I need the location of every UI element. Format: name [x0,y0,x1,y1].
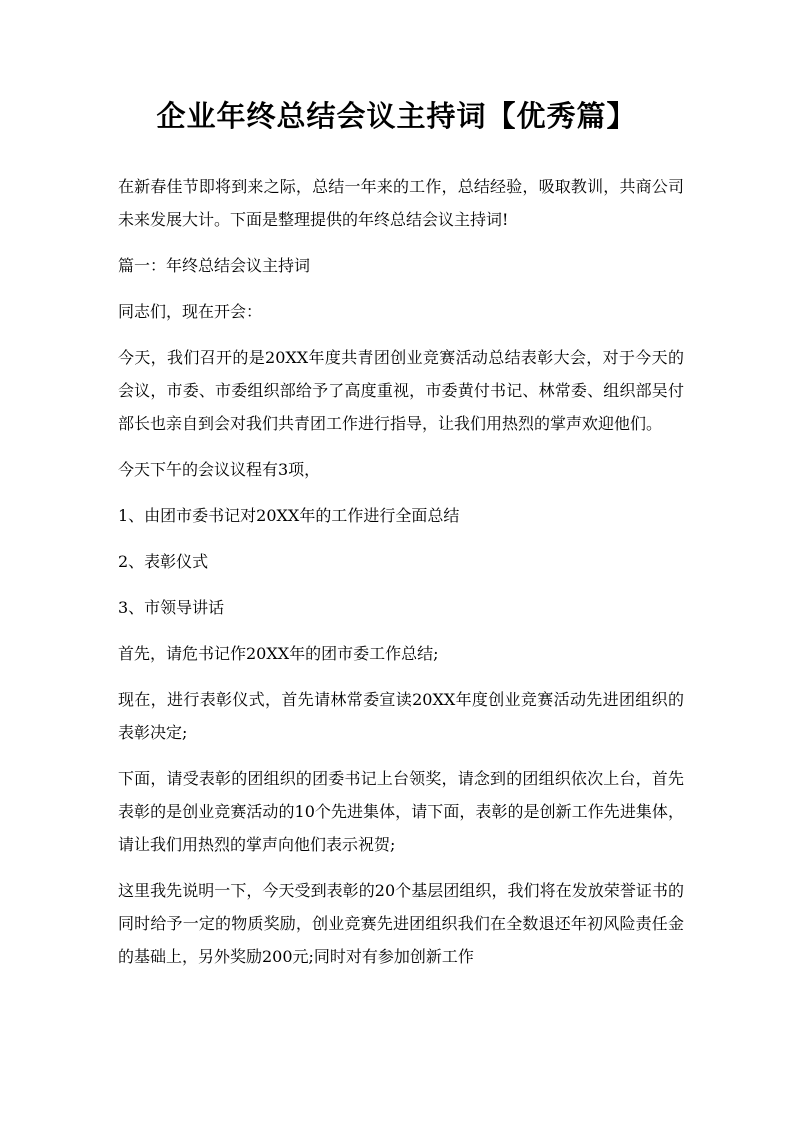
paragraph-intro: 在新春佳节即将到来之际，总结一年来的工作，总结经验，吸取教训，共商公司未来发展大计。下面是整理提供的年终总结会议主持词! [118,177,684,229]
agenda-item-3: 3、市领导讲话 [118,598,225,617]
paragraph-greeting: 同志们，现在开会： [118,302,263,321]
paragraph-awards: 下面，请受表彰的团组织的团委书记上台领奖，请念到的团组织依次上台，首先表彰的是创业竞赛活动的10个先进集体，请下面，表彰的是创新工作先进集体，请让我们用热烈的掌声向他们表示祝贺; [118,769,684,854]
agenda-item-1: 1、由团市委书记对20XX年的工作进行全面总结 [118,506,460,525]
paragraph-agenda-intro: 今天下午的会议议程有3项， [118,460,321,479]
document-body [118,170,684,986]
paragraph-first-report: 首先，请危书记作20XX年的团市委工作总结; [118,644,439,663]
document-title: 企业年终总结会议主持词【优秀篇】 [156,99,637,133]
paragraph-rewards-note: 这里我先说明一下，今天受到表彰的20个基层团组织，我们将在发放荣誉证书的同时给予一定的物质奖励，创业竞赛先进团组织我们在全数退还年初风险责任金的基础上，另外奖励200元;同时对有参加创新工作 [118,881,684,966]
agenda-item-2: 2、表彰仪式 [118,552,209,571]
paragraph-opening: 今天，我们召开的是20XX年度共青团创业竞赛活动总结表彰大会，对于今天的会议，市委、市委组织部给予了高度重视，市委黄付书记、林常委、组织部吴付部长也亲自到会对我们共青团工作进行指导，让我们用热烈的掌声欢迎他们。 [118,348,684,433]
paragraph-ceremony: 现在，进行表彰仪式，首先请林常委宣读20XX年度创业竞赛活动先进团组织的表彰决定; [118,690,684,742]
paragraph-section-heading: 篇一：年终总结会议主持词 [118,256,311,275]
